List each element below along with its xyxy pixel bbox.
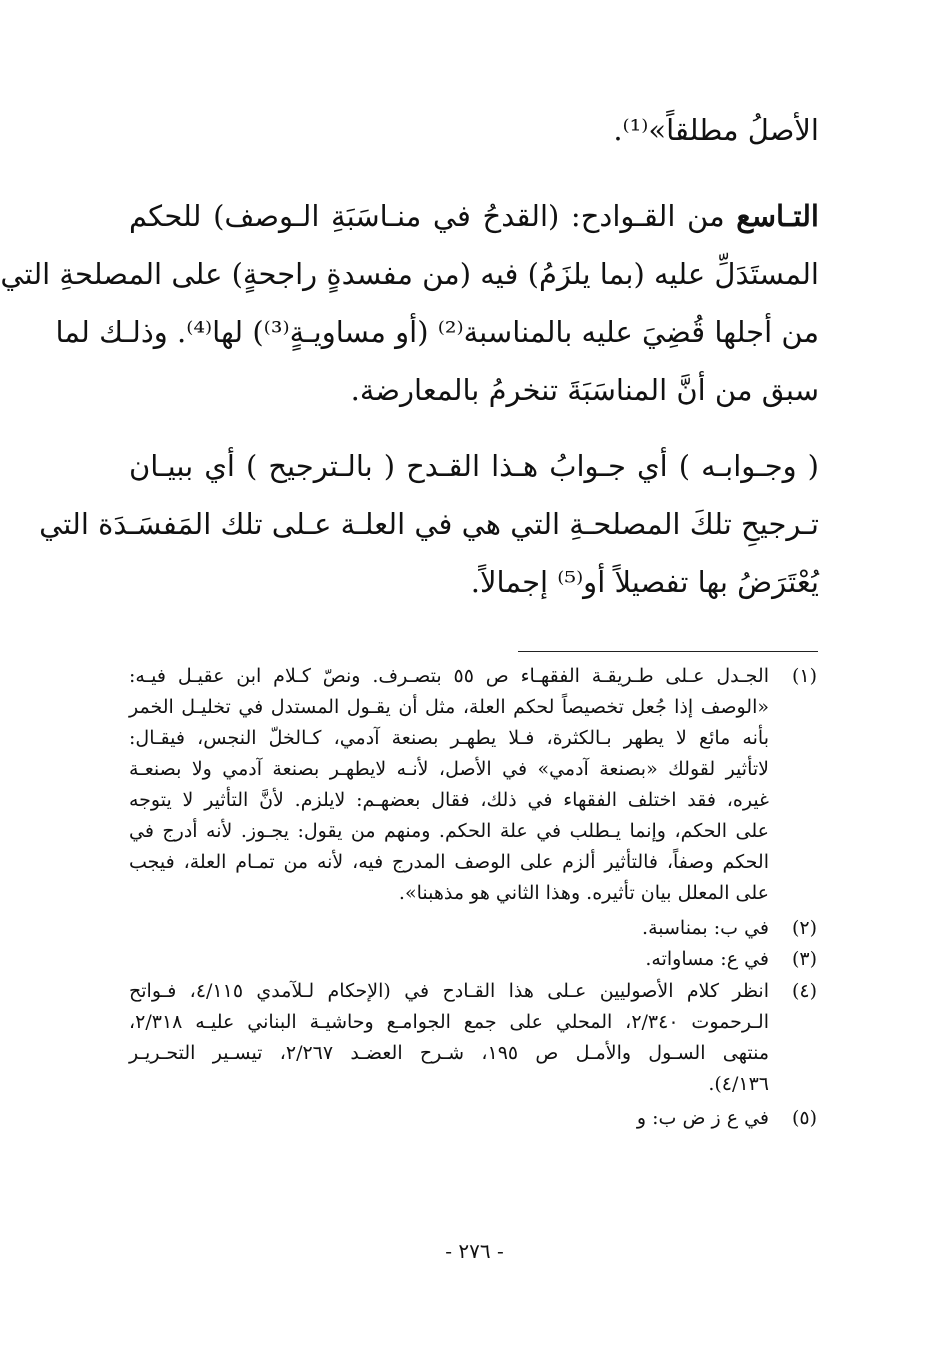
- paragraph-2-line-2: تـرجيحِ تلكَ المصلحـةِ التي هي في العلـة عـلى تلك المَفسَـدَة التي: [39, 507, 819, 541]
- footnote-1-line: لاتأثير لقولك «بصنعة آدمي» في الأصل، لأنـه لايطهـر بصنعة آدمي ولا بصنعـة: [129, 758, 769, 780]
- continued-quote-text: الأصلُ مطلقاً»⁽¹⁾.: [613, 113, 819, 147]
- footnote-3-line: في ع: مساواته.: [645, 948, 769, 970]
- footnote-5-line: في ع ز ض ب: و: [636, 1107, 769, 1129]
- paragraph-lead-word: التـاسع: [736, 199, 819, 233]
- footnote-number: (٥): [791, 1107, 817, 1129]
- footnote-number: (١): [791, 665, 817, 687]
- paragraph-1-line-1-text: من القـوادح: (القدحُ في منـاسَبَةِ الـوصف) للحكم: [129, 199, 737, 233]
- footnote-4-line: منتهى السـول والأمـل ص ١٩٥، شـرح العضـد ٢/٢٦٧، تيسـير التحـريـر: [129, 1042, 769, 1064]
- paragraph-2-line-1: ( وجـوابـه ) أي جـوابُ هـذا القـدح ( بالـترجيح ) أي ببيـان: [129, 449, 819, 483]
- footnote-divider: [518, 651, 818, 652]
- paragraph-2-line-3: يُعْتَرَضُ بها تفصيلاً أو⁽⁵⁾ إجمالاً.: [470, 565, 819, 599]
- footnote-1-line: بأنه مائع لا يطهر بـالكثرة، فـلا يطهـر بصنعة آدمي، كـالخلّ النجس، فيقـال:: [129, 727, 769, 749]
- footnote-1-line: على الحكم، وإنما يـطلب في علة الحكم. ومنهم من يقول: يجـوز. لأنه أدرج في: [129, 820, 769, 842]
- footnote-1-line: غيره، فقد اختلف الفقهاء في ذلك، فقال بعضهـم: لايلزم. لأنَّ التأثير لا يتوجه: [129, 789, 769, 811]
- footnote-1-line: الحكم وصفاً، فالتأثير ألزم على الوصف المدرج فيه، لأنه من تمـام العلة، فيجب: [129, 851, 769, 873]
- footnote-4-line: ٤/١٣٦).: [708, 1073, 769, 1095]
- footnote-2-line: في ب: بمناسبة.: [642, 917, 769, 939]
- continued-quote-line: [129, 101, 819, 159]
- footnote-1-line: «الوصف إذا جُعل تخصيصاً لحكم العلة، مثل أن يقـول المستدل في تخليـل الخمر: [129, 696, 769, 718]
- footnote-4-line: انظر كلام الأصوليين عـلى هذا القـادح في (الإحكام لـلآمدي ٤/١١٥، فـواتح: [129, 980, 770, 1002]
- paragraph-1-line-4: سبق من أنَّ المناسَبَةَ تنخرمُ بالمعارضة.: [350, 373, 819, 407]
- paragraph-1-line-3: من أجلها قُضِيَ عليه بالمناسبة⁽²⁾ (أو مساويـةٍ⁽³⁾) لها⁽⁴⁾. وذلـك لما: [55, 315, 819, 349]
- footnote-number: (٤): [791, 980, 817, 1002]
- page-number: - ٢٧٦ -: [445, 1239, 504, 1263]
- footnote-number: (٢): [791, 917, 817, 939]
- footnote-1-line: على المعلل بيان تأثيره. وهذا الثاني هو مذهبنا».: [398, 882, 769, 904]
- paragraph-1-line-2: المستَدَلِّ عليه (بما يلزَمُ) فيه (من مفسدةٍ راجحةٍ) على المصلحةِ التي: [0, 257, 819, 291]
- footnote-number: (٣): [791, 948, 817, 970]
- footnote-4-line: الـرحموت ٢/٣٤٠، المحلي على جمع الجوامـع وحاشيـة البناني عليـه ٢/٣١٨،: [129, 1011, 769, 1033]
- footnote-1-line: الجـدل عـلى طـريقـة الفقهـاء ص ٥٥ بتصـرف. ونصّ كـلام ابن عقيـل فيـه:: [129, 665, 769, 687]
- paragraph-1-line-1: [129, 187, 819, 245]
